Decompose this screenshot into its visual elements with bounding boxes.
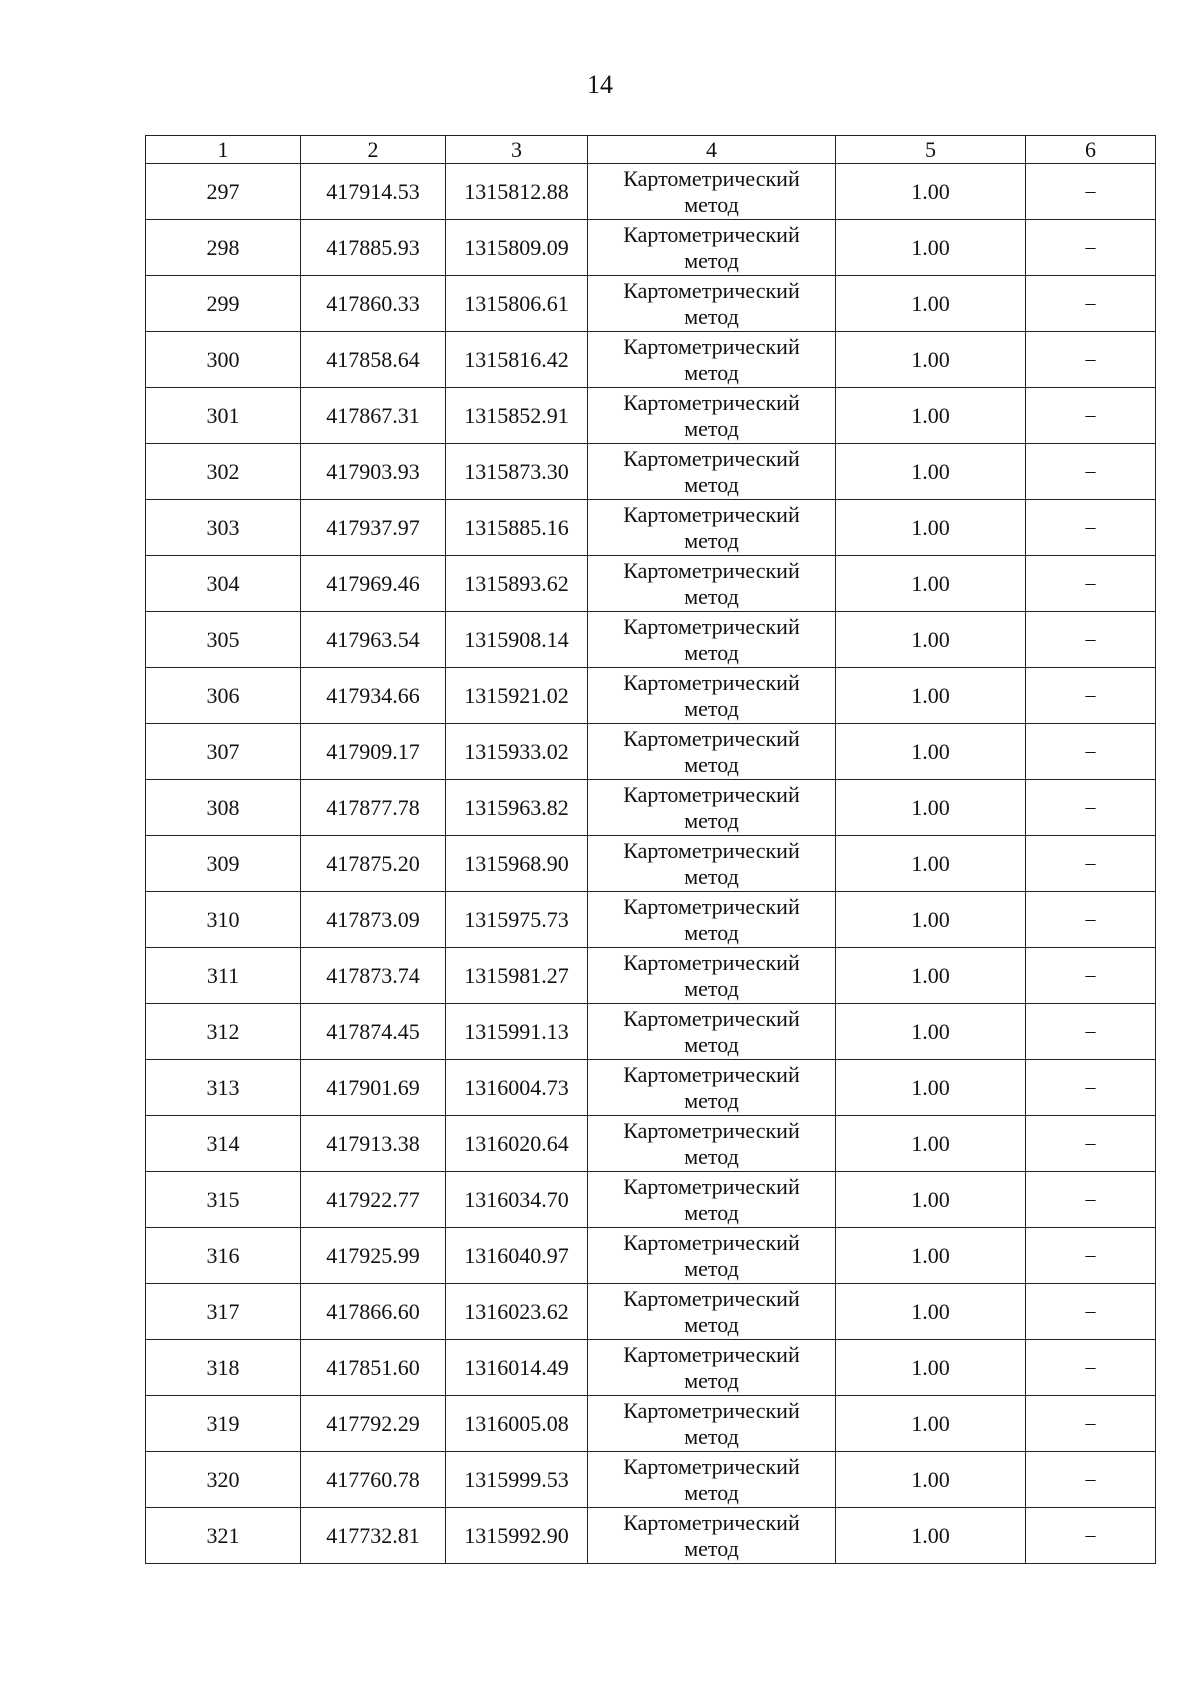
coordinates-table [145,135,1156,1564]
note-cell: – [1026,1172,1156,1228]
y-coordinate-cell: 1315809.09 [446,220,588,276]
method-cell [588,1508,836,1564]
y-coordinate-cell: 1315816.42 [446,332,588,388]
accuracy-cell: 1.00 [836,1508,1026,1564]
method-cell [588,1284,836,1340]
x-coordinate-cell: 417858.64 [301,332,446,388]
note-cell: – [1026,668,1156,724]
y-coordinate-cell: 1315852.91 [446,388,588,444]
x-coordinate-cell: 417851.60 [301,1340,446,1396]
y-coordinate-cell: 1315812.88 [446,164,588,220]
method-cell [588,164,836,220]
note-cell: – [1026,1340,1156,1396]
method-cell [588,500,836,556]
method-line-2: метод [684,1423,739,1449]
table-row [146,444,1156,500]
table-row [146,1228,1156,1284]
method-line-2: метод [684,1311,739,1337]
method-line-2: метод [684,751,739,777]
method-cell [588,1452,836,1508]
method-line-1: Картометрический [623,445,800,471]
table-row [146,1452,1156,1508]
column-header: 1 [146,136,301,164]
method-line-1: Картометрический [623,277,800,303]
point-number-cell: 317 [146,1284,301,1340]
accuracy-cell: 1.00 [836,1172,1026,1228]
table-row [146,668,1156,724]
point-number-cell: 298 [146,220,301,276]
method-line-2: метод [684,191,739,217]
accuracy-cell: 1.00 [836,724,1026,780]
method-line-1: Картометрический [623,1005,800,1031]
x-coordinate-cell: 417969.46 [301,556,446,612]
method-line-2: метод [684,1031,739,1057]
note-cell: – [1026,612,1156,668]
table-row [146,332,1156,388]
table-row [146,612,1156,668]
method-cell [588,444,836,500]
method-line-1: Картометрический [623,1173,800,1199]
point-number-cell: 316 [146,1228,301,1284]
point-number-cell: 305 [146,612,301,668]
method-line-1: Картометрический [623,725,800,751]
x-coordinate-cell: 417963.54 [301,612,446,668]
accuracy-cell: 1.00 [836,164,1026,220]
method-cell [588,220,836,276]
method-cell [588,724,836,780]
method-cell [588,836,836,892]
x-coordinate-cell: 417914.53 [301,164,446,220]
method-line-2: метод [684,695,739,721]
accuracy-cell: 1.00 [836,780,1026,836]
note-cell: – [1026,836,1156,892]
point-number-cell: 312 [146,1004,301,1060]
column-header: 2 [301,136,446,164]
note-cell: – [1026,892,1156,948]
method-line-2: метод [684,1535,739,1561]
method-line-2: метод [684,1367,739,1393]
y-coordinate-cell: 1315981.27 [446,948,588,1004]
method-line-1: Картометрический [623,781,800,807]
method-cell [588,1396,836,1452]
note-cell: – [1026,1004,1156,1060]
x-coordinate-cell: 417792.29 [301,1396,446,1452]
accuracy-cell: 1.00 [836,1284,1026,1340]
method-line-1: Картометрический [623,501,800,527]
point-number-cell: 311 [146,948,301,1004]
method-line-2: метод [684,639,739,665]
x-coordinate-cell: 417909.17 [301,724,446,780]
method-line-2: метод [684,527,739,553]
x-coordinate-cell: 417860.33 [301,276,446,332]
accuracy-cell: 1.00 [836,1060,1026,1116]
method-cell [588,1172,836,1228]
x-coordinate-cell: 417903.93 [301,444,446,500]
method-line-1: Картометрический [623,1117,800,1143]
table-row [146,500,1156,556]
note-cell: – [1026,948,1156,1004]
method-line-1: Картометрический [623,1509,800,1535]
x-coordinate-cell: 417867.31 [301,388,446,444]
note-cell: – [1026,220,1156,276]
method-line-1: Картометрический [623,949,800,975]
method-line-2: метод [684,1087,739,1113]
table-row [146,388,1156,444]
method-line-2: метод [684,863,739,889]
method-line-1: Картометрический [623,557,800,583]
accuracy-cell: 1.00 [836,332,1026,388]
note-cell: – [1026,1284,1156,1340]
table-row [146,1340,1156,1396]
method-line-1: Картометрический [623,837,800,863]
y-coordinate-cell: 1315885.16 [446,500,588,556]
y-coordinate-cell: 1316014.49 [446,1340,588,1396]
point-number-cell: 315 [146,1172,301,1228]
method-line-2: метод [684,919,739,945]
table-row [146,892,1156,948]
accuracy-cell: 1.00 [836,668,1026,724]
method-line-1: Картометрический [623,613,800,639]
point-number-cell: 303 [146,500,301,556]
x-coordinate-cell: 417934.66 [301,668,446,724]
point-number-cell: 297 [146,164,301,220]
point-number-cell: 301 [146,388,301,444]
method-cell [588,1004,836,1060]
x-coordinate-cell: 417937.97 [301,500,446,556]
method-line-1: Картометрический [623,389,800,415]
note-cell: – [1026,780,1156,836]
method-line-1: Картометрический [623,333,800,359]
table-row [146,1508,1156,1564]
method-line-2: метод [684,359,739,385]
point-number-cell: 302 [146,444,301,500]
x-coordinate-cell: 417925.99 [301,1228,446,1284]
x-coordinate-cell: 417922.77 [301,1172,446,1228]
note-cell: – [1026,276,1156,332]
y-coordinate-cell: 1315991.13 [446,1004,588,1060]
x-coordinate-cell: 417901.69 [301,1060,446,1116]
y-coordinate-cell: 1315873.30 [446,444,588,500]
note-cell: – [1026,724,1156,780]
note-cell: – [1026,1396,1156,1452]
y-coordinate-cell: 1316004.73 [446,1060,588,1116]
accuracy-cell: 1.00 [836,1396,1026,1452]
x-coordinate-cell: 417874.45 [301,1004,446,1060]
y-coordinate-cell: 1315921.02 [446,668,588,724]
y-coordinate-cell: 1315933.02 [446,724,588,780]
accuracy-cell: 1.00 [836,388,1026,444]
note-cell: – [1026,1508,1156,1564]
accuracy-cell: 1.00 [836,1452,1026,1508]
method-cell [588,332,836,388]
method-line-1: Картометрический [623,1453,800,1479]
method-line-1: Картометрический [623,669,800,695]
y-coordinate-cell: 1316005.08 [446,1396,588,1452]
point-number-cell: 320 [146,1452,301,1508]
accuracy-cell: 1.00 [836,1340,1026,1396]
point-number-cell: 307 [146,724,301,780]
method-line-2: метод [684,1479,739,1505]
x-coordinate-cell: 417732.81 [301,1508,446,1564]
x-coordinate-cell: 417913.38 [301,1116,446,1172]
accuracy-cell: 1.00 [836,892,1026,948]
point-number-cell: 314 [146,1116,301,1172]
y-coordinate-cell: 1315999.53 [446,1452,588,1508]
method-line-1: Картометрический [623,1341,800,1367]
point-number-cell: 308 [146,780,301,836]
note-cell: – [1026,1228,1156,1284]
x-coordinate-cell: 417885.93 [301,220,446,276]
table-row [146,220,1156,276]
note-cell: – [1026,500,1156,556]
point-number-cell: 306 [146,668,301,724]
method-line-1: Картометрический [623,221,800,247]
y-coordinate-cell: 1315963.82 [446,780,588,836]
method-line-2: метод [684,975,739,1001]
table-row [146,948,1156,1004]
point-number-cell: 313 [146,1060,301,1116]
method-cell [588,668,836,724]
method-cell [588,780,836,836]
accuracy-cell: 1.00 [836,948,1026,1004]
x-coordinate-cell: 417873.74 [301,948,446,1004]
y-coordinate-cell: 1316023.62 [446,1284,588,1340]
y-coordinate-cell: 1315975.73 [446,892,588,948]
x-coordinate-cell: 417877.78 [301,780,446,836]
accuracy-cell: 1.00 [836,500,1026,556]
accuracy-cell: 1.00 [836,1116,1026,1172]
header-row [146,136,1156,164]
point-number-cell: 300 [146,332,301,388]
method-line-2: метод [684,583,739,609]
accuracy-cell: 1.00 [836,1004,1026,1060]
note-cell: – [1026,556,1156,612]
table-row [146,836,1156,892]
y-coordinate-cell: 1315806.61 [446,276,588,332]
method-cell [588,276,836,332]
method-cell [588,948,836,1004]
y-coordinate-cell: 1315968.90 [446,836,588,892]
y-coordinate-cell: 1315908.14 [446,612,588,668]
method-line-2: метод [684,1143,739,1169]
note-cell: – [1026,444,1156,500]
method-line-2: метод [684,415,739,441]
method-line-1: Картометрический [623,1397,800,1423]
column-header: 4 [588,136,836,164]
point-number-cell: 319 [146,1396,301,1452]
note-cell: – [1026,164,1156,220]
table-row [146,556,1156,612]
accuracy-cell: 1.00 [836,556,1026,612]
column-header: 5 [836,136,1026,164]
accuracy-cell: 1.00 [836,444,1026,500]
method-cell [588,1116,836,1172]
accuracy-cell: 1.00 [836,220,1026,276]
table-row [146,780,1156,836]
table-row [146,724,1156,780]
note-cell: – [1026,1060,1156,1116]
method-cell [588,1060,836,1116]
method-line-1: Картометрический [623,893,800,919]
note-cell: – [1026,1116,1156,1172]
y-coordinate-cell: 1316020.64 [446,1116,588,1172]
note-cell: – [1026,388,1156,444]
page-number: 14 [587,70,613,99]
x-coordinate-cell: 417875.20 [301,836,446,892]
method-cell [588,556,836,612]
table-row [146,1004,1156,1060]
method-line-1: Картометрический [623,1061,800,1087]
note-cell: – [1026,332,1156,388]
point-number-cell: 299 [146,276,301,332]
y-coordinate-cell: 1315992.90 [446,1508,588,1564]
method-line-1: Картометрический [623,1285,800,1311]
column-header: 3 [446,136,588,164]
method-line-2: метод [684,1255,739,1281]
y-coordinate-cell: 1316040.97 [446,1228,588,1284]
method-cell [588,388,836,444]
table-row [146,1060,1156,1116]
method-cell [588,892,836,948]
table-row [146,164,1156,220]
point-number-cell: 309 [146,836,301,892]
point-number-cell: 310 [146,892,301,948]
method-line-2: метод [684,1199,739,1225]
method-cell [588,1228,836,1284]
method-line-2: метод [684,471,739,497]
table-row [146,276,1156,332]
point-number-cell: 318 [146,1340,301,1396]
point-number-cell: 321 [146,1508,301,1564]
accuracy-cell: 1.00 [836,1228,1026,1284]
method-line-2: метод [684,807,739,833]
method-cell [588,612,836,668]
method-line-2: метод [684,303,739,329]
method-line-1: Картометрический [623,165,800,191]
y-coordinate-cell: 1316034.70 [446,1172,588,1228]
point-number-cell: 304 [146,556,301,612]
method-line-2: метод [684,247,739,273]
table-row [146,1284,1156,1340]
method-cell [588,1340,836,1396]
accuracy-cell: 1.00 [836,612,1026,668]
accuracy-cell: 1.00 [836,276,1026,332]
note-cell: – [1026,1452,1156,1508]
x-coordinate-cell: 417866.60 [301,1284,446,1340]
table-row [146,1116,1156,1172]
accuracy-cell: 1.00 [836,836,1026,892]
x-coordinate-cell: 417760.78 [301,1452,446,1508]
table-row [146,1396,1156,1452]
table-row [146,1172,1156,1228]
x-coordinate-cell: 417873.09 [301,892,446,948]
column-header: 6 [1026,136,1156,164]
method-line-1: Картометрический [623,1229,800,1255]
y-coordinate-cell: 1315893.62 [446,556,588,612]
